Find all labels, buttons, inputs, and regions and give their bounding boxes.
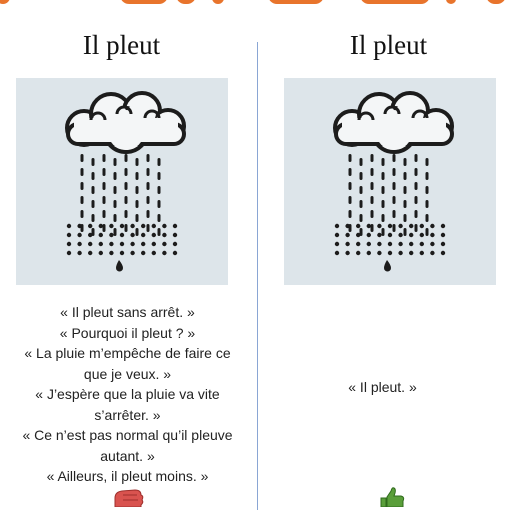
quote-line: autant. » bbox=[100, 447, 155, 464]
thumbs-down-icon bbox=[111, 489, 145, 512]
right-quote: « Il pleut. » bbox=[348, 379, 417, 395]
quote-line: « La pluie m’empêche de faire ce bbox=[24, 345, 231, 361]
left-quotes bbox=[0, 302, 255, 487]
quote-line: s’arrêter. » bbox=[94, 406, 161, 423]
right-title: Il pleut bbox=[349, 30, 428, 60]
quote-line: « Pourquoi il pleut ? » bbox=[59, 324, 196, 341]
left-column bbox=[0, 0, 255, 510]
quote-line: que je veux. » bbox=[83, 365, 172, 382]
quote-line: « Ce n’est pas normal qu’il pleuve bbox=[22, 427, 233, 443]
left-title: Il pleut bbox=[82, 30, 161, 60]
quote-line: « Il pleut sans arrêt. » bbox=[60, 304, 195, 320]
quote-line: « Ailleurs, il pleut moins. » bbox=[46, 468, 209, 484]
right-column bbox=[255, 0, 510, 510]
thumbs-up-icon bbox=[377, 487, 407, 512]
rain-cloud-icon bbox=[16, 78, 228, 285]
rain-cloud-icon bbox=[284, 78, 496, 285]
quote-line: « J’espère que la pluie va vite bbox=[35, 386, 220, 402]
